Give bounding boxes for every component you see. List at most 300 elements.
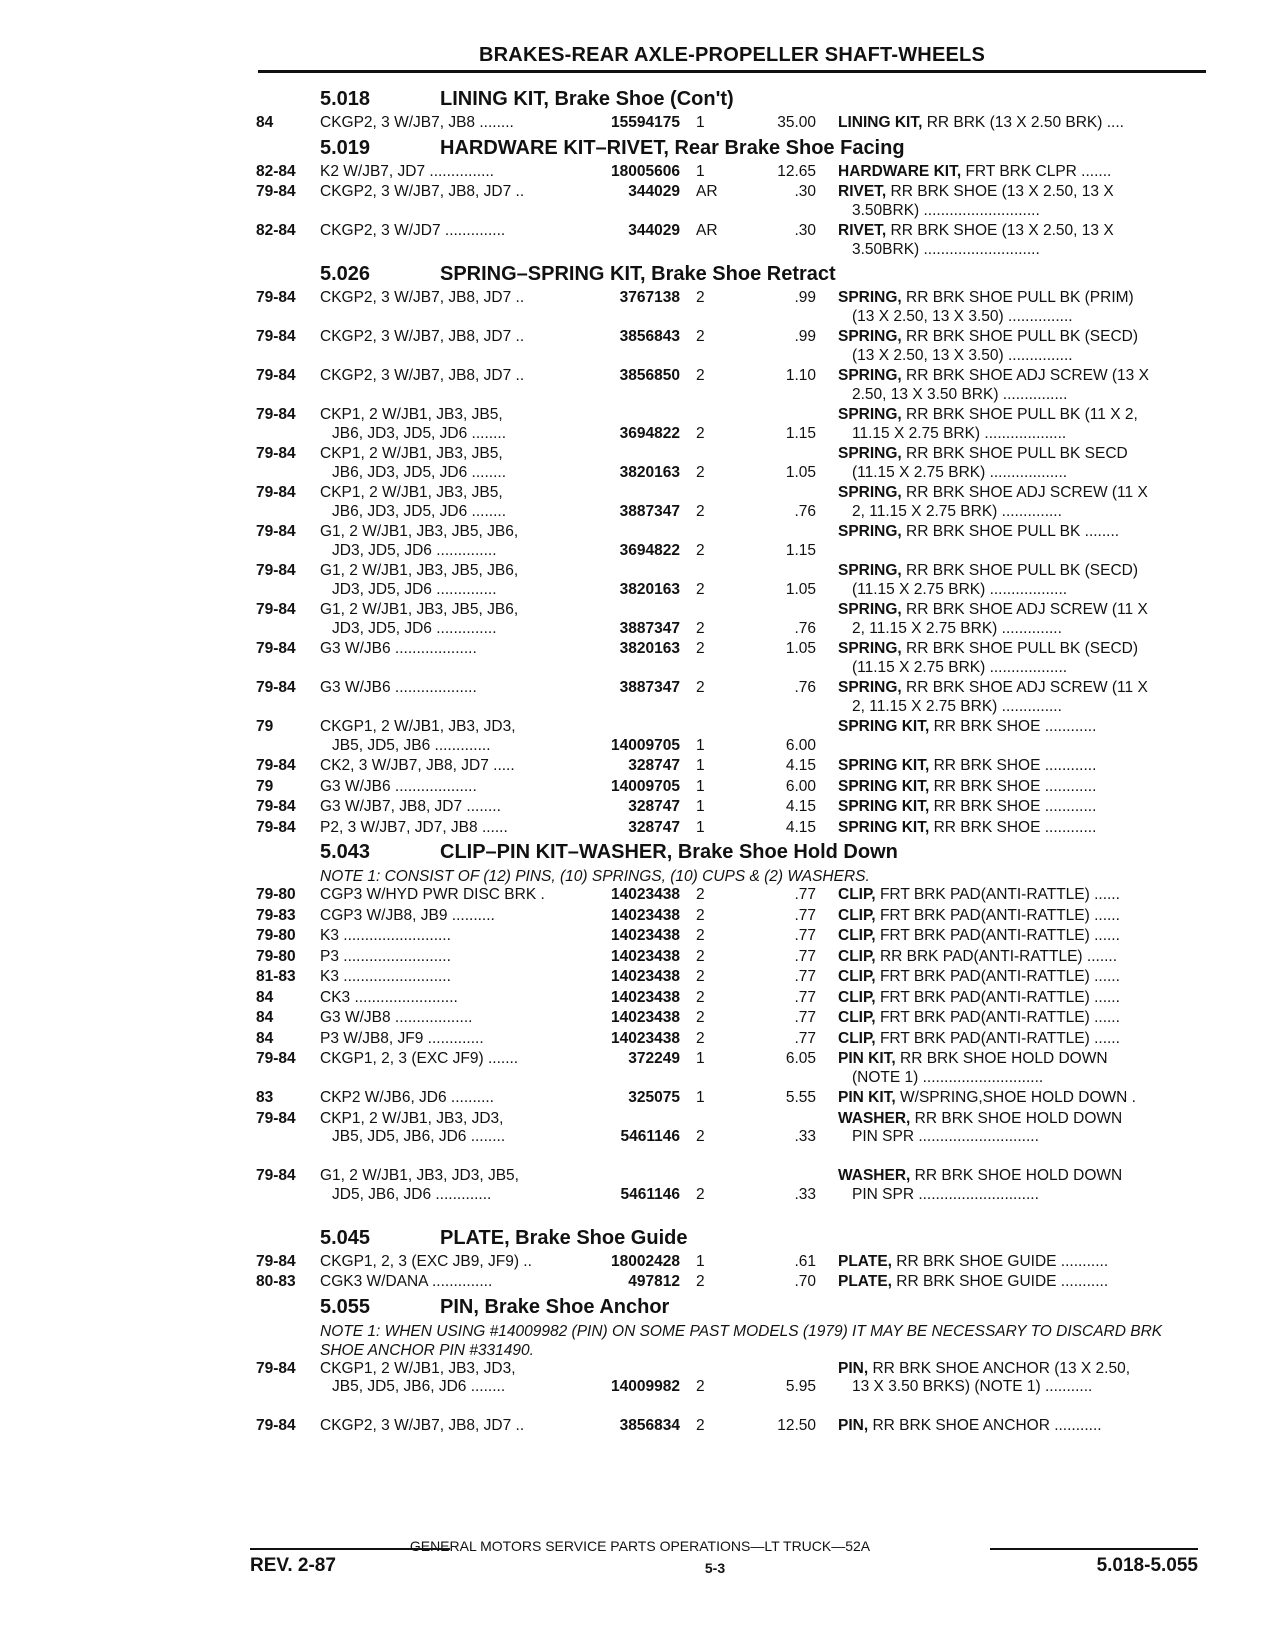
quantity: 2 [696,463,705,481]
model-years: 79 [256,777,274,795]
description-text: RR BRK SHOE PULL BK (SECD) [906,562,1139,579]
model-years: 79-84 [256,818,296,836]
catalog-section [256,261,1206,839]
description-text: RR BRK SHOE ADJ SCREW (13 X [906,367,1149,384]
part-row [256,948,1206,969]
model-years: 79-84 [256,367,296,384]
model-line: CKGP1, 2, 3 (EXC JF9) ....... [320,1050,519,1067]
quantity: 2 [696,947,705,965]
part-number: 5461146 [620,1128,680,1145]
part-row [256,679,1206,718]
section-number: 5.055 [320,1295,371,1318]
description-text: FRT BRK PAD(ANTI-RATTLE) ...... [879,906,1120,924]
part-number: 18005606 [611,162,680,180]
description-text: FRT BRK PAD(ANTI-RATTLE) ...... [879,1009,1120,1026]
price: 12.65 [777,162,816,180]
part-number: 14009705 [611,777,680,795]
part-row [256,222,1206,261]
model-application [320,562,582,599]
section-number: 5.018 [320,88,371,110]
part-name: PIN, [838,1417,869,1434]
model-years: 79-80 [256,947,296,965]
price: .30 [794,222,816,239]
description-line [838,1273,1202,1292]
model-application [320,163,582,182]
part-description [838,445,1202,482]
section-heading [256,86,1206,114]
description-text: (13 X 2.50, 13 X 3.50) ............... [852,346,1073,364]
description-text: RR BRK SHOE HOLD DOWN [914,1109,1123,1127]
model-application [320,183,582,202]
part-number: 14009982 [611,1378,680,1395]
description-text: RR BRK SHOE ADJ SCREW (11 X [906,601,1148,618]
part-description [838,1273,1202,1292]
part-description [838,523,1202,542]
description-text: 2, 11.15 X 2.75 BRK) .............. [852,619,1062,637]
part-number: 14023438 [611,968,680,985]
description-line [838,778,1202,797]
description-text: RR BRK SHOE HOLD DOWN [900,1050,1108,1067]
model-line: G1, 2 W/JB1, JB3, JD3, JB5, [320,1167,519,1184]
model-line: CKGP2, 3 W/JD7 .............. [320,222,506,239]
part-name: PIN KIT, [838,1050,896,1067]
part-name: HARDWARE KIT, [838,162,962,180]
model-line: G1, 2 W/JB1, JB3, JB5, JB6, [320,601,519,618]
model-years: 79-84 [256,640,296,657]
model-application [320,886,582,905]
part-name: SPRING, [838,640,902,657]
quantity: AR [696,222,718,239]
model-line: G3 W/JB8 .................. [320,1009,473,1026]
part-name: CLIP, [838,1029,876,1047]
model-application [320,222,582,241]
part-row [256,1050,1206,1089]
page-header: BRAKES-REAR AXLE-PROPELLER SHAFT-WHEELS [479,44,985,66]
part-name: CLIP, [838,947,876,965]
description-text: RR BRK SHOE PULL BK ........ [906,523,1120,540]
section-title: PLATE, Brake Shoe Guide [440,1226,688,1249]
model-years: 79-84 [256,1252,296,1270]
model-application [320,1253,582,1272]
part-description [838,819,1202,838]
price: .77 [794,906,816,924]
part-number: 3820163 [619,463,680,481]
part-row [256,886,1206,907]
description-text: W/SPRING,SHOE HOLD DOWN . [900,1089,1136,1106]
part-name: SPRING, [838,445,902,462]
part-number: 14023438 [611,1009,680,1026]
part-description [838,948,1202,967]
description-text: RR BRK SHOE ............ [933,757,1097,774]
price: .76 [794,679,816,696]
model-application [320,445,582,482]
model-years: 79-84 [256,1417,296,1434]
section-title: CLIP–PIN KIT–WASHER, Brake Shoe Hold Down [440,841,898,863]
model-line: CKGP1, 2 W/JB1, JB3, JD3, [320,718,516,735]
part-name: PLATE, [838,1273,892,1290]
quantity: 2 [696,328,705,345]
model-line: CKP1, 2 W/JB1, JB3, JB5, [320,406,503,423]
description-line [838,1417,1202,1436]
model-years: 79-84 [256,289,296,306]
section-number: 5.043 [320,841,371,863]
part-description [838,1089,1202,1108]
model-line: G3 W/JB7, JB8, JD7 ........ [320,798,501,815]
quantity: 2 [696,679,705,696]
description-line [838,1128,1202,1147]
model-line: JB5, JD5, JB6, JD6 ........ [332,1128,506,1145]
description-line [838,241,1202,260]
model-years: 79-84 [256,1109,296,1127]
description-line [838,581,1202,600]
part-name: SPRING, [838,406,902,423]
section-note: NOTE 1: CONSIST OF (12) PINS, (10) SPRINGS, (10) CUPS & (2) WASHERS. [320,868,870,885]
description-line [838,503,1202,522]
part-description [838,1110,1202,1147]
model-years: 79-84 [256,1359,296,1377]
price: 1.10 [785,367,816,384]
description-line [838,562,1202,581]
description-text: (11.15 X 2.75 BRK) .................. [852,658,1068,676]
model-line: CKGP2, 3 W/JB7, JB8, JD7 .. [320,289,525,306]
part-description [838,1167,1202,1204]
part-number: 497812 [628,1273,680,1290]
model-application [320,1050,582,1069]
model-line: CKP2 W/JB6, JD6 .......... [320,1089,494,1106]
part-name: CLIP, [838,968,876,985]
model-years: 79-80 [256,927,296,944]
quantity: 2 [696,1273,705,1290]
footer-rule-right [990,1548,1198,1550]
price: 1.05 [785,580,816,598]
part-name: SPRING KIT, [838,777,930,795]
part-number: 344029 [628,222,680,239]
model-application [320,484,582,521]
price: .61 [794,1252,816,1270]
part-description [838,968,1202,987]
description-line [838,425,1202,444]
section-title: PIN, Brake Shoe Anchor [440,1295,670,1318]
description-text: 2.50, 13 X 3.50 BRK) ............... [852,385,1068,403]
part-name: CLIP, [838,927,876,944]
description-text: FRT BRK PAD(ANTI-RATTLE) ...... [879,968,1120,985]
description-line [838,1009,1202,1028]
model-line: CKP1, 2 W/JB1, JB3, JB5, [320,484,503,501]
model-application [320,1110,582,1147]
part-name: SPRING, [838,523,902,540]
model-line: CKGP2, 3 W/JB7, JB8, JD7 .. [320,367,525,384]
model-line: CKGP2, 3 W/JB7, JB8, JD7 .. [320,328,525,345]
description-line [838,464,1202,483]
quantity: 1 [696,162,705,180]
section-heading [256,839,1206,867]
model-years: 79-80 [256,886,296,903]
part-name: CLIP, [838,988,876,1006]
model-application [320,948,582,967]
model-application [320,798,582,817]
price: 4.15 [785,818,816,836]
description-text: 3.50BRK) ........................... [852,201,1040,219]
part-description [838,484,1202,521]
section-title: LINING KIT, Brake Shoe (Con't) [440,88,734,110]
model-years: 79-84 [256,328,296,345]
description-text: RR BRK SHOE ADJ SCREW (11 X [906,484,1148,501]
description-text: RR BRK SHOE ............ [933,798,1097,815]
model-application [320,1417,582,1436]
description-line [838,640,1202,659]
description-text: FRT BRK PAD(ANTI-RATTLE) ...... [879,886,1120,903]
price: 6.05 [785,1050,816,1067]
description-text: RR BRK SHOE ............ [933,818,1097,836]
part-number: 3694822 [619,424,680,442]
description-text: RR BRK (13 X 2.50 BRK) .... [926,114,1124,131]
part-description [838,114,1202,133]
description-text: RR BRK SHOE PULL BK (PRIM) [906,289,1134,306]
description-text: RR BRK SHOE PULL BK (SECD) [906,640,1139,657]
part-number: 3887347 [619,679,680,696]
model-application [320,757,582,776]
part-name: RIVET, [838,183,887,200]
description-line [838,698,1202,717]
section-number: 5.026 [320,263,371,285]
model-years: 84 [256,114,274,131]
part-description [838,718,1202,737]
section-heading [256,261,1206,289]
part-number: 18002428 [611,1252,680,1270]
model-years: 79-84 [256,445,296,462]
model-line: CKGP1, 2, 3 (EXC JB9, JF9) .. [320,1252,532,1270]
section-heading [256,1225,1206,1253]
price: .33 [794,1185,816,1203]
description-line [838,989,1202,1008]
description-line [838,679,1202,698]
description-line [838,445,1202,464]
part-number: 344029 [628,183,680,200]
part-name: RIVET, [838,222,887,239]
price: 6.00 [785,736,816,754]
description-text: RR BRK SHOE GUIDE ........... [896,1273,1109,1290]
part-name: CLIP, [838,906,876,924]
description-line [838,1110,1202,1129]
description-line [838,968,1202,987]
price: .77 [794,927,816,944]
description-line [838,1069,1202,1088]
quantity: 2 [696,619,705,637]
part-number: 14023438 [611,947,680,965]
part-row [256,1273,1206,1294]
description-text: (11.15 X 2.75 BRK) .................. [852,463,1068,481]
model-application [320,367,582,386]
model-line: K2 W/JB7, JD7 ............... [320,162,494,180]
description-line [838,1186,1202,1205]
description-line [838,1089,1202,1108]
quantity: 2 [696,968,705,985]
part-description [838,1009,1202,1028]
section-note: NOTE 1: WHEN USING #14009982 (PIN) ON SOME PAST MODELS (1979) IT MAY BE NECESSARY TO DISCARD BRK SHOE ANCHOR PIN #331490. [320,1322,1163,1359]
model-application [320,289,582,308]
part-row [256,1009,1206,1030]
quantity: 2 [696,502,705,520]
description-line [838,757,1202,776]
part-name: SPRING, [838,367,902,384]
part-number: 328747 [628,798,680,815]
model-application [320,1273,582,1292]
description-text: RR BRK SHOE PULL BK (SECD) [906,328,1139,345]
model-line: CKGP2, 3 W/JB7, JB8 ........ [320,114,514,131]
description-text: (13 X 2.50, 13 X 3.50) ............... [852,307,1073,325]
part-row [256,1030,1206,1051]
part-name: CLIP, [838,886,876,903]
quantity: 1 [696,736,705,754]
model-line: JB5, JD5, JB6 ............. [332,736,491,754]
description-text: FRT BRK PAD(ANTI-RATTLE) ...... [879,988,1120,1006]
part-description [838,1417,1202,1436]
description-line [838,289,1202,308]
section-number: 5.045 [320,1226,371,1249]
part-number: 3856850 [619,367,680,384]
description-line [838,620,1202,639]
quantity: 1 [696,757,705,774]
part-description [838,679,1202,716]
model-line: JD5, JB6, JD6 ............. [332,1185,492,1203]
part-name: LINING KIT, [838,114,923,131]
part-description [838,222,1202,259]
model-application [320,1089,582,1108]
model-application [320,907,582,926]
model-years: 84 [256,1009,274,1026]
part-description [838,163,1202,182]
part-description [838,907,1202,926]
catalog-section [256,1225,1206,1294]
quantity: 2 [696,1378,705,1395]
quantity: 2 [696,927,705,944]
model-application [320,1360,582,1397]
part-name: SPRING KIT, [838,818,930,836]
part-name: SPRING KIT, [838,718,930,735]
part-row [256,484,1206,523]
model-line: JB5, JD5, JB6, JD6 ........ [332,1378,506,1395]
catalog-section [256,1294,1206,1438]
part-row [256,601,1206,640]
model-line: JB6, JD3, JD5, JD6 ........ [332,502,506,520]
description-line [838,798,1202,817]
model-years: 79 [256,718,274,735]
description-text: PIN SPR ............................ [852,1128,1039,1145]
model-line: CKGP2, 3 W/JB7, JB8, JD7 .. [320,183,525,200]
model-years: 79-84 [256,798,296,815]
quantity: 2 [696,640,705,657]
description-text: 3.50BRK) ........................... [852,240,1040,258]
part-row [256,718,1206,757]
quantity: 2 [696,367,705,384]
model-line: P2, 3 W/JB7, JD7, JB8 ...... [320,818,508,836]
price: 1.15 [785,541,816,559]
description-line [838,948,1202,967]
price: 35.00 [777,114,816,131]
quantity: 2 [696,541,705,559]
price: .76 [794,502,816,520]
price: .77 [794,1009,816,1026]
price: .77 [794,886,816,903]
model-years: 84 [256,988,274,1006]
description-line [838,367,1202,386]
catalog-section [256,86,1206,135]
description-line [838,886,1202,905]
part-row [256,757,1206,778]
quantity: 1 [696,1089,705,1106]
quantity: 2 [696,886,705,903]
model-application [320,778,582,797]
part-description [838,183,1202,220]
quantity: 1 [696,1252,705,1270]
description-line [838,386,1202,405]
quantity: 2 [696,289,705,306]
description-text: RR BRK SHOE (13 X 2.50, 13 X [890,183,1114,200]
description-line [838,328,1202,347]
description-line [838,523,1202,542]
quantity: 2 [696,1417,705,1434]
part-name: SPRING KIT, [838,798,930,815]
model-application [320,406,582,443]
model-application [320,1030,582,1049]
part-number: 3887347 [619,502,680,520]
description-line [838,222,1202,241]
part-row [256,968,1206,989]
part-description [838,989,1202,1008]
description-line [838,601,1202,620]
model-line: CKGP1, 2 W/JB1, JB3, JD3, [320,1359,516,1377]
price: .33 [794,1128,816,1145]
part-description [838,1050,1202,1087]
price: 5.55 [785,1089,816,1106]
quantity: 2 [696,1128,705,1145]
catalog-content [256,86,1206,1438]
part-number: 3887347 [619,619,680,637]
part-row [256,445,1206,484]
description-line [838,202,1202,221]
model-line: G3 W/JB6 ................... [320,777,477,795]
part-name: SPRING, [838,289,902,306]
model-application [320,640,582,659]
description-text: RR BRK PAD(ANTI-RATTLE) ....... [879,947,1118,965]
model-line: P3 W/JB8, JF9 ............. [320,1029,484,1047]
part-row [256,1253,1206,1274]
model-line: CKP1, 2 W/JB1, JB3, JB5, [320,445,503,462]
model-application [320,114,582,133]
quantity: 1 [696,798,705,815]
price: 1.05 [785,640,816,657]
part-number: 14009705 [611,736,680,754]
description-text: RR BRK SHOE GUIDE ........... [896,1252,1109,1270]
part-row [256,907,1206,928]
part-number: 14023438 [611,988,680,1006]
part-description [838,1360,1202,1397]
part-row [256,406,1206,445]
model-line: CK2, 3 W/JB7, JB8, JD7 ..... [320,757,515,774]
price: .77 [794,1029,816,1047]
part-number: 3856834 [619,1417,680,1434]
part-name: PIN KIT, [838,1089,896,1106]
part-description [838,601,1202,638]
model-line: P3 ......................... [320,947,451,965]
part-number: 328747 [628,818,680,836]
description-text: RR BRK SHOE ADJ SCREW (11 X [906,679,1148,696]
description-line [838,659,1202,678]
price: .30 [794,183,816,200]
description-text: RR BRK SHOE ANCHOR ........... [872,1417,1102,1434]
part-row [256,289,1206,328]
model-years: 79-84 [256,484,296,501]
